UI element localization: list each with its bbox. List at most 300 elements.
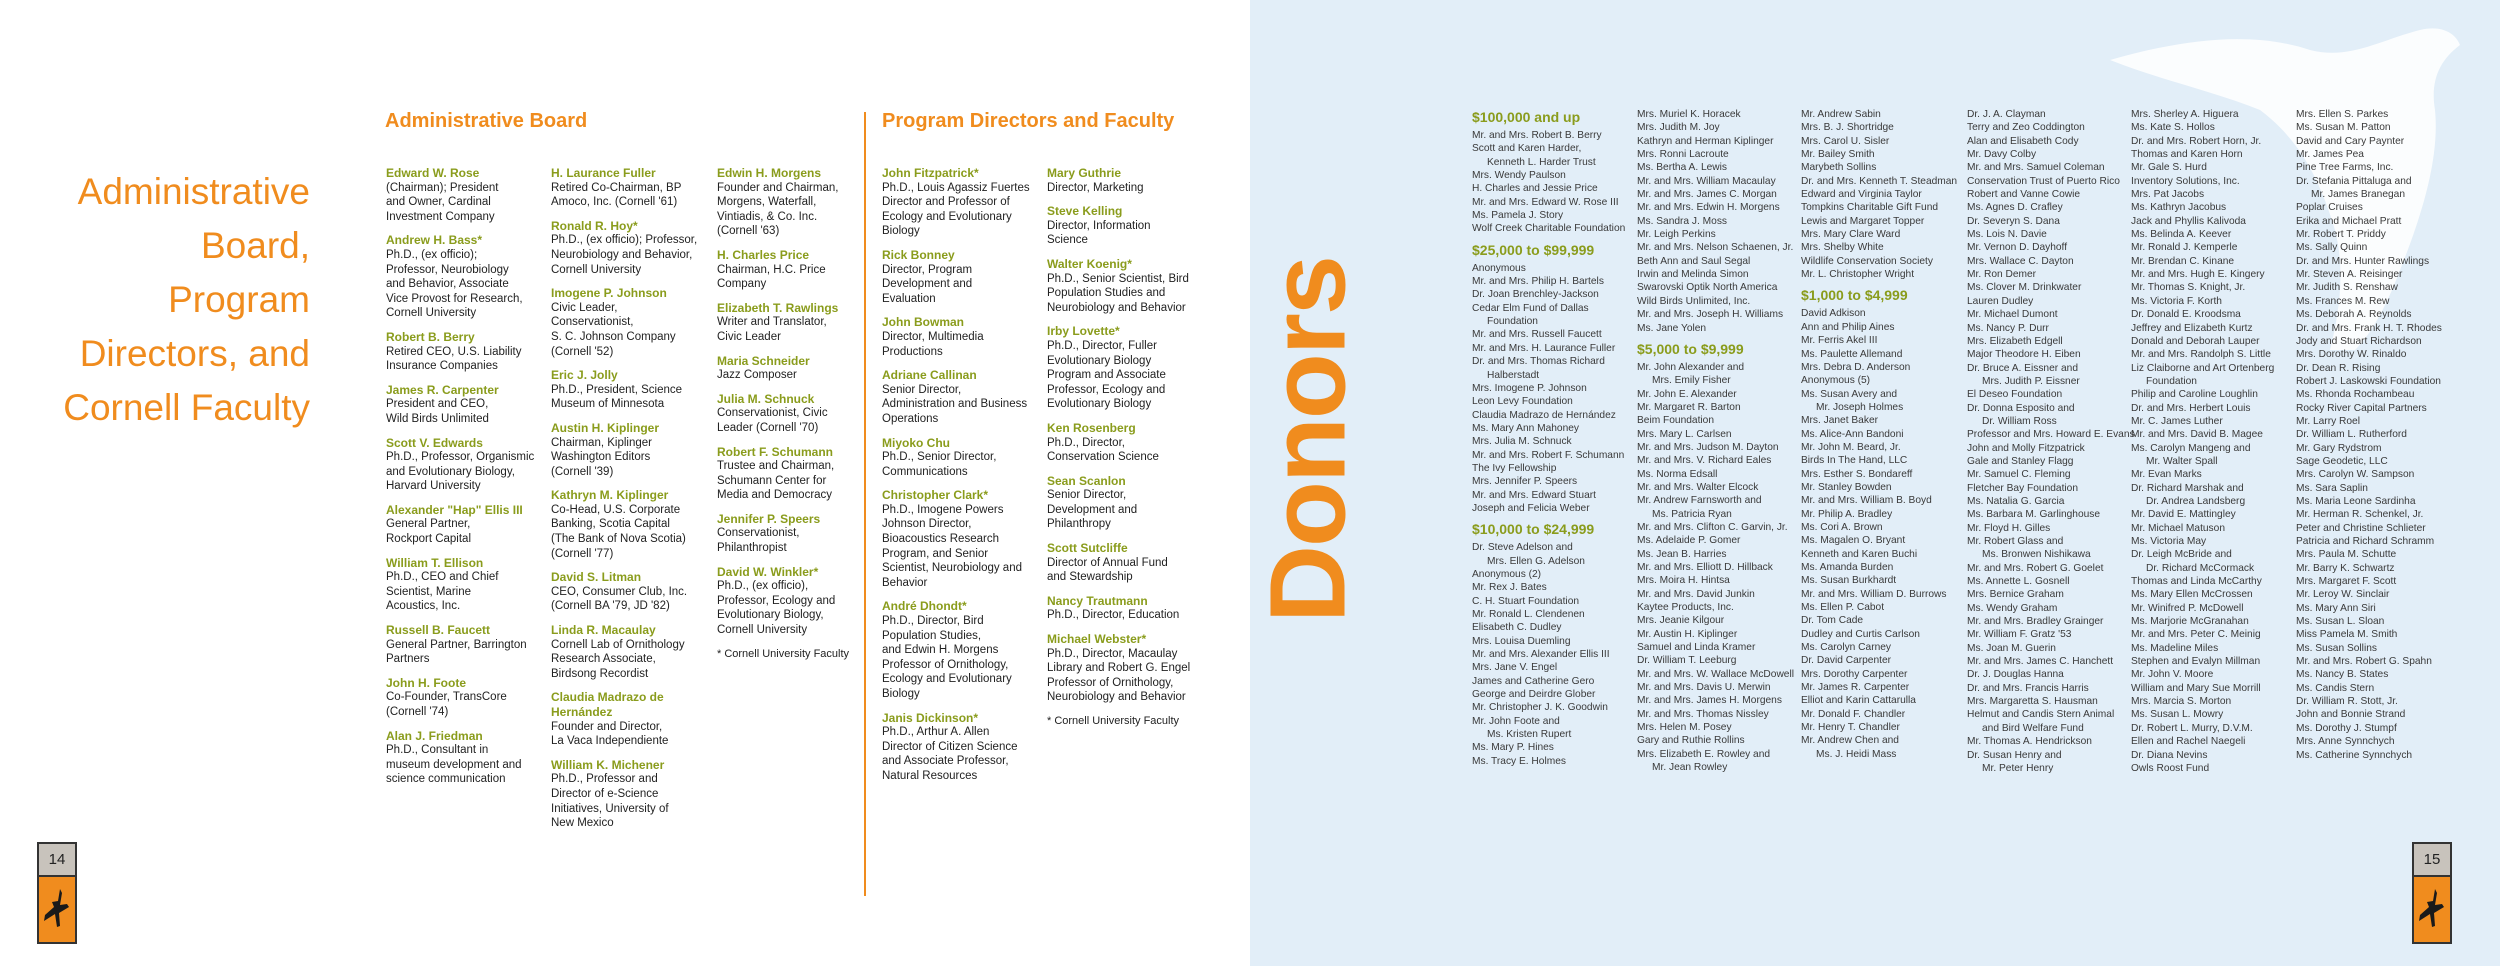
donor-name: John and Bonnie Strand bbox=[2296, 709, 2406, 721]
title-line: Directors, and bbox=[79, 333, 310, 374]
donor-name: Dr. Joan Brenchley-Jackson bbox=[1472, 289, 1599, 301]
person-description: Ph.D., Director, Macaulay Library and Robert G. Engel Professor of Ornithology, Neurobiology and Behavior bbox=[1047, 647, 1191, 704]
donor-name: Mrs. Imogene P. Johnson bbox=[1472, 382, 1587, 394]
donor-name: Dr. J. A. Clayman bbox=[1967, 109, 2046, 120]
person-entry bbox=[882, 436, 1042, 480]
donor-name: Mr. Thomas A. Hendrickson bbox=[1967, 736, 2092, 748]
person-description: Retired Co-Chairman, BP Amoco, Inc. (Cornell '61) bbox=[551, 181, 682, 209]
donor-name: Pine Tree Farms, Inc. bbox=[2296, 162, 2394, 174]
donor-name: Mr. David E. Mattingley bbox=[2131, 509, 2236, 521]
donor-name: Owls Roost Fund bbox=[2131, 762, 2210, 774]
donor-name: Mr. and Mrs. Clifton C. Garvin, Jr. bbox=[1637, 521, 1788, 533]
person-name: Edwin H. Morgens bbox=[717, 166, 822, 180]
donor-name: Dr. Diana Nevins bbox=[2131, 749, 2208, 761]
donor-name: Mr. and Mrs. Elliott D. Hillback bbox=[1637, 562, 1773, 573]
donor-name: Mrs. Janet Baker bbox=[1801, 415, 1878, 427]
donor-name: Stephen and Evalyn Millman bbox=[2131, 656, 2261, 668]
donor-name: Jody and Stuart Richardson bbox=[2296, 335, 2422, 347]
person-name: Ken Rosenberg bbox=[1047, 420, 1136, 435]
person-name: John H. Foote bbox=[386, 675, 466, 690]
donor-name: Rocky River Capital Partners bbox=[2296, 402, 2427, 414]
donor-name: Mr. Donald F. Chandler bbox=[1801, 708, 1906, 720]
person-entry bbox=[386, 233, 551, 321]
person-name: Steve Kelling bbox=[1047, 204, 1123, 219]
donor-name: Mr. C. James Luther bbox=[2131, 415, 2223, 427]
person-name: Eric J. Jolly bbox=[551, 368, 618, 383]
donor-name: Gale and Stanley Flagg bbox=[1967, 455, 2074, 467]
donor-name: Ms. Susan L. Mowry bbox=[2131, 709, 2224, 721]
donor-name: Ms. Agnes D. Crafley bbox=[1967, 202, 2063, 214]
person-name: Andrew H. Bass* bbox=[386, 233, 483, 248]
donor-name: Dr. Steve Adelson and bbox=[1472, 542, 1573, 554]
donor-name: Elliot and Karin Cattarulla bbox=[1801, 695, 1916, 707]
donor-name: Philip and Caroline Loughlin bbox=[2131, 389, 2258, 401]
donor-name: Mr. William F. Gratz '53 bbox=[1967, 629, 2072, 641]
donor-name: Mr. James Branegan bbox=[2311, 189, 2405, 201]
donor-name: Ms. Norma Edsall bbox=[1637, 468, 1718, 480]
donor-name: Mr. Philip A. Bradley bbox=[1801, 508, 1893, 520]
person-description: Chairman, H.C. Price Company bbox=[717, 263, 826, 291]
donor-name: Irwin and Melinda Simon bbox=[1637, 269, 1749, 281]
title-line: Cornell Faculty bbox=[63, 387, 310, 428]
donor-name: Mr. Barry K. Schwartz bbox=[2296, 562, 2395, 574]
person-name: Imogene P. Johnson bbox=[551, 286, 667, 301]
donor-name: Ms. Susan Burkhardt bbox=[1801, 575, 1897, 587]
donor-name: Mr. and Mrs. Thomas Nissley bbox=[1637, 708, 1769, 720]
donor-name: Mr. Andrew Chen and bbox=[1801, 735, 1899, 747]
person-entry bbox=[1047, 632, 1217, 705]
donor-name: Foundation bbox=[1487, 316, 1538, 328]
donor-name: Mrs. Ellen G. Adelson bbox=[1487, 555, 1585, 567]
person-description: Trustee and Chairman, Schumann Center for Media and Democracy bbox=[717, 460, 835, 502]
person-description: Civic Leader, Conservationist, S. C. Johnson Company (Cornell '52) bbox=[551, 301, 676, 358]
donor-name: Mr. and Mrs. David B. Magee bbox=[2131, 429, 2263, 441]
donor-name: Mr. Gale S. Hurd bbox=[2131, 162, 2207, 174]
donor-name: Mr. John Foote and bbox=[1472, 715, 1560, 727]
donor-name: John and Molly Fitzpatrick bbox=[1967, 442, 2085, 454]
donor-name: Mrs. Elizabeth Edgell bbox=[1967, 335, 2063, 347]
bird-logo-icon bbox=[2414, 877, 2450, 942]
program-directors-heading: Program Directors and Faculty bbox=[882, 110, 1175, 132]
donor-name: Ms. Carolyn Carney bbox=[1801, 642, 1892, 654]
donor-name: Ms. Nancy B. States bbox=[2296, 669, 2389, 681]
person-entry bbox=[717, 445, 867, 503]
donor-name: Ms. Mary Ellen McCrossen bbox=[2131, 589, 2253, 601]
person-name: Jennifer P. Speers bbox=[717, 511, 821, 526]
donor-name: Mr. John Alexander and bbox=[1637, 361, 1745, 373]
person-name: André Dhondt* bbox=[882, 599, 967, 614]
donor-name: Patricia and Richard Schramm bbox=[2296, 536, 2435, 547]
donor-name: George and Deirdre Glober bbox=[1472, 689, 1596, 701]
donor-tier-heading: $1,000 to $4,999 bbox=[1801, 287, 1908, 304]
donor-name: Wildlife Conservation Society bbox=[1801, 255, 1933, 267]
donor-name: Mrs. Wendy Paulson bbox=[1472, 170, 1566, 182]
person-name: Russell B. Faucett bbox=[386, 623, 491, 638]
donors-title: Donors bbox=[1246, 257, 1368, 623]
donor-name: Mr. and Mrs. Robert B. Berry bbox=[1472, 130, 1602, 141]
donor-name: Mrs. Elizabeth E. Rowley and bbox=[1637, 748, 1771, 760]
person-entry bbox=[551, 166, 711, 210]
donor-name: Mr. Michael Matuson bbox=[2131, 522, 2225, 534]
donor-name: Mr. Walter Spall bbox=[2146, 455, 2218, 467]
person-name: Alexander "Hap" Ellis III bbox=[386, 502, 523, 517]
person-entry bbox=[717, 301, 867, 345]
person-name: Miyoko Chu bbox=[882, 435, 950, 450]
donor-name: Ms. Jane Yolen bbox=[1637, 322, 1707, 334]
program-column-1 bbox=[882, 166, 1042, 793]
donor-name: Wolf Creek Charitable Foundation bbox=[1472, 223, 1626, 235]
person-name: Scott V. Edwards bbox=[386, 435, 483, 450]
donor-name: Jeffrey and Elizabeth Kurtz bbox=[2131, 322, 2253, 334]
donor-name: Mrs. Ellen S. Parkes bbox=[2296, 109, 2389, 120]
donor-name: Ms. Mary P. Hines bbox=[1472, 742, 1554, 754]
donor-name: Mr. and Mrs. V. Richard Eales bbox=[1637, 455, 1772, 467]
donor-name: Ms. Susan Sollins bbox=[2296, 642, 2377, 654]
donor-name: Ms. Annette L. Gosnell bbox=[1967, 576, 2070, 588]
person-description: President and CEO, Wild Birds Unlimited bbox=[386, 398, 489, 425]
donor-name: Mr. and Mrs. Robert F. Schumann bbox=[1472, 449, 1625, 461]
donor-name: Mrs. Jane V. Engel bbox=[1472, 662, 1558, 674]
donor-name: Mr. and Mrs. Philip H. Bartels bbox=[1472, 276, 1604, 288]
donor-name: Ms. Kristen Rupert bbox=[1487, 729, 1572, 741]
donor-name: Dr. and Mrs. Kenneth T. Steadman bbox=[1801, 175, 1958, 187]
donor-name: Ms. Wendy Graham bbox=[1967, 602, 2058, 614]
donor-name: Ms. Natalia G. Garcia bbox=[1967, 495, 2065, 507]
donor-name: Mr. and Mrs. Bradley Grainger bbox=[1967, 616, 2104, 628]
donor-name: Mrs. Jennifer P. Speers bbox=[1472, 476, 1578, 488]
donor-name: Mr. and Mrs. Edwin H. Morgens bbox=[1637, 202, 1780, 214]
donor-name: Mr. Judith S. Renshaw bbox=[2296, 282, 2398, 294]
donor-name: Mrs. Ronni Lacroute bbox=[1637, 149, 1729, 161]
person-name: Kathryn M. Kiplinger bbox=[551, 488, 669, 503]
donor-name: Ann and Philip Aines bbox=[1801, 321, 1895, 333]
donor-name: and Bird Welfare Fund bbox=[1982, 722, 2084, 734]
donor-name: Mrs. Marcia S. Morton bbox=[2131, 696, 2232, 708]
donor-name: Mr. James Pea bbox=[2296, 149, 2364, 161]
person-description: Ph.D., Director, Education bbox=[1047, 609, 1180, 622]
donor-name: Ellen and Rachel Naegeli bbox=[2131, 736, 2246, 748]
donor-name: Mrs. Margaret F. Scott bbox=[2296, 576, 2397, 588]
person-name: John Bowman bbox=[882, 315, 965, 330]
donor-name: Mr. Christopher J. K. Goodwin bbox=[1472, 702, 1608, 714]
donor-name: Ms. Barbara M. Garlinghouse bbox=[1967, 509, 2101, 521]
person-entry bbox=[1047, 204, 1217, 248]
donor-name: Dr. J. Douglas Hanna bbox=[1967, 669, 2064, 681]
person-description: Founder and Director, La Vaca Independiente bbox=[551, 720, 669, 748]
donor-name: Joseph and Felicia Weber bbox=[1472, 502, 1590, 514]
donor-name: Wild Birds Unlimited, Inc. bbox=[1637, 295, 1751, 307]
donor-name: Anonymous (5) bbox=[1801, 375, 1871, 387]
donor-name: Mr. and Mrs. Judson M. Dayton bbox=[1637, 441, 1779, 453]
donor-name: Mr. and Mrs. Edward W. Rose III bbox=[1472, 196, 1619, 208]
donor-name: Dr. Severyn S. Dana bbox=[1967, 215, 2060, 227]
donor-name: Ms. Amanda Burden bbox=[1801, 562, 1894, 573]
person-description: Ph.D., Director, Bird Population Studies, and Edwin H. Morgens Professor of Ornithology, Ecology and Evolutionary Biology bbox=[882, 615, 1012, 700]
person-name: Ronald R. Hoy* bbox=[551, 218, 638, 233]
person-entry bbox=[717, 565, 867, 638]
donor-name: Mr. Rex J. Bates bbox=[1472, 582, 1547, 594]
bird-logo-icon bbox=[39, 877, 75, 942]
donor-name: Mr. and Mrs. W. Wallace McDowell bbox=[1637, 668, 1794, 680]
person-name: William T. Ellison bbox=[386, 555, 484, 570]
person-description: Ph.D., Director, Conservation Science bbox=[1047, 436, 1159, 464]
donor-name: Mrs. Anne Synnchych bbox=[2296, 736, 2395, 748]
donor-name: Mr. Stanley Bowden bbox=[1801, 481, 1892, 493]
donor-name: Mr. Herman R. Schenkel, Jr. bbox=[2296, 509, 2424, 521]
person-description: Ph.D., Consultant in museum development and science communication bbox=[386, 744, 522, 786]
donor-name: Mr. Andrew Sabin bbox=[1801, 109, 1881, 120]
donor-name: Mrs. Judith M. Joy bbox=[1637, 122, 1720, 134]
donor-name: Ms. Dorothy J. Stumpf bbox=[2296, 722, 2397, 734]
donor-name: Dr. and Mrs. Robert Horn, Jr. bbox=[2131, 135, 2262, 147]
person-description: Ph.D., Director, Fuller Evolutionary Biology Program and Associate Professor, Ecology and Evolutionary Biology bbox=[1047, 339, 1166, 411]
donor-name: Mr. Leroy W. Sinclair bbox=[2296, 589, 2390, 601]
page-number-box bbox=[2412, 842, 2452, 944]
donor-name: Ms. Tracy E. Holmes bbox=[1472, 755, 1566, 767]
person-description: CEO, Consumer Club, Inc. (Cornell BA '79, JD '82) bbox=[551, 585, 688, 613]
donor-name: Miss Pamela M. Smith bbox=[2296, 629, 2398, 641]
donor-name: Mrs. Esther S. Bondareff bbox=[1801, 468, 1913, 480]
donor-name: Ms. Mary Ann Mahoney bbox=[1472, 422, 1580, 434]
donor-name: Mrs. Carol U. Sisler bbox=[1801, 135, 1890, 147]
donor-name: Mr. Joseph Holmes bbox=[1816, 401, 1904, 413]
donor-name: Ms. Bronwen Nishikawa bbox=[1982, 549, 2091, 561]
person-description: Ph.D., CEO and Chief Scientist, Marine Acoustics, Inc. bbox=[386, 571, 499, 613]
donor-name: Gary and Ruthie Rollins bbox=[1637, 735, 1745, 747]
donor-name: Ms. Pamela J. Story bbox=[1472, 210, 1564, 222]
donor-name: Mr. Leigh Perkins bbox=[1637, 229, 1716, 241]
person-name: John Fitzpatrick* bbox=[882, 166, 979, 180]
person-name: David S. Litman bbox=[551, 570, 642, 585]
person-entry bbox=[386, 503, 551, 547]
section-divider bbox=[864, 112, 866, 896]
person-description: Ph.D., Arthur A. Allen Director of Citizen Science and Associate Professor, Natural Resources bbox=[882, 726, 1018, 782]
donor-name: Mr. Davy Colby bbox=[1967, 149, 2037, 161]
donor-name: Mr. John M. Beard, Jr. bbox=[1801, 441, 1901, 453]
donor-name: Dr. Donna Esposito and bbox=[1967, 402, 2075, 414]
person-entry bbox=[551, 758, 711, 831]
person-name: Irby Lovette* bbox=[1047, 324, 1120, 339]
donor-tier-heading: $25,000 to $99,999 bbox=[1472, 241, 1595, 258]
person-entry bbox=[551, 623, 711, 681]
donor-name: Mr. and Mrs. Edward Stuart bbox=[1472, 489, 1596, 501]
donor-name: Dr. Andrea Landsberg bbox=[2146, 495, 2246, 507]
donor-name: Dr. and Mrs. Hunter Rawlings bbox=[2296, 255, 2430, 267]
person-description: Ph.D., Professor and Director of e-Science Initiatives, University of New Mexico bbox=[551, 773, 669, 830]
person-entry bbox=[1047, 166, 1217, 195]
person-name: Robert F. Schumann bbox=[717, 444, 834, 459]
donor-name: Mr. and Mrs. William Macaulay bbox=[1637, 175, 1776, 187]
person-entry bbox=[386, 556, 551, 614]
donor-name: Mr. Thomas S. Knight, Jr. bbox=[2131, 282, 2246, 294]
donor-name: Mrs. Dorothy W. Rinaldo bbox=[2296, 349, 2407, 361]
page-title bbox=[50, 165, 310, 435]
donor-name: Foundation bbox=[2146, 375, 2197, 387]
donor-name: Ms. Alice-Ann Bandoni bbox=[1801, 428, 1904, 440]
donor-name: C. H. Stuart Foundation bbox=[1472, 595, 1580, 607]
donor-name: Ms. Victoria F. Korth bbox=[2131, 295, 2222, 307]
person-description: Ph.D., (ex officio); Professor, Neurobiology and Behavior, Cornell University bbox=[551, 234, 698, 276]
donor-name: Ms. Sandra J. Moss bbox=[1637, 215, 1728, 227]
donor-name: Mr. and Mrs. Joseph H. Williams bbox=[1637, 309, 1784, 321]
donor-name: Ms. Paulette Allemand bbox=[1801, 348, 1903, 360]
donor-name: Mr. and Mrs. Nelson Schaenen, Jr. bbox=[1637, 242, 1794, 254]
donor-name: Mr. L. Christopher Wright bbox=[1801, 269, 1915, 281]
person-entry bbox=[386, 676, 551, 720]
donor-column-2 bbox=[1637, 108, 1799, 775]
donor-name: Mr. Henry T. Chandler bbox=[1801, 722, 1900, 734]
donor-name: Alan and Elisabeth Cody bbox=[1967, 135, 2079, 147]
person-entry bbox=[882, 599, 1042, 701]
donor-name: Mrs. Jeanie Kilgour bbox=[1637, 615, 1725, 627]
person-description: Conservationist, Philanthropist bbox=[717, 527, 800, 555]
donor-name: Ms. Nancy P. Durr bbox=[1967, 322, 2049, 334]
donor-name: Mr. and Mrs. Robert G. Goelet bbox=[1967, 562, 2104, 574]
donor-name: Dr. Richard McCormack bbox=[2146, 562, 2255, 574]
person-entry bbox=[386, 623, 551, 667]
program-column-2 bbox=[1047, 166, 1217, 729]
person-entry bbox=[386, 383, 551, 427]
donor-name: Mrs. Mary L. Carlsen bbox=[1637, 428, 1732, 440]
person-entry bbox=[551, 488, 711, 561]
donor-name: Mr. and Mrs. William B. Boyd bbox=[1801, 495, 1932, 507]
donor-name: Dr. and Mrs. Francis Harris bbox=[1967, 682, 2089, 694]
page-number: 15 bbox=[2414, 844, 2450, 877]
donor-name: Dr. and Mrs. Thomas Richard bbox=[1472, 356, 1605, 368]
person-entry bbox=[1047, 474, 1217, 532]
person-name: Alan J. Friedman bbox=[386, 728, 483, 743]
donor-name: Ms. Joan M. Guerin bbox=[1967, 642, 2056, 654]
person-entry bbox=[717, 354, 867, 383]
donor-name: Mrs. Margaretta S. Hausman bbox=[1967, 696, 2098, 708]
person-entry bbox=[717, 512, 867, 556]
donor-column-5 bbox=[2131, 108, 2293, 775]
donor-name: Mr. and Mrs. James H. Morgens bbox=[1637, 695, 1782, 707]
donor-name: Dr. Bruce A. Eissner and bbox=[1967, 362, 2078, 374]
person-description: Co-Head, U.S. Corporate Banking, Scotia Capital (The Bank of Nova Scotia) (Cornell '77) bbox=[551, 503, 686, 560]
donor-name: Dr. David Carpenter bbox=[1801, 655, 1892, 667]
donor-name: Ms. Patricia Ryan bbox=[1652, 508, 1732, 520]
donor-name: Ms. Deborah A. Reynolds bbox=[2296, 309, 2412, 321]
person-entry bbox=[386, 436, 551, 494]
donor-name: Mrs. Paula M. Schutte bbox=[2296, 549, 2397, 561]
donor-name: Ms. Clover M. Drinkwater bbox=[1967, 282, 2082, 294]
donor-name: Ms. Jean B. Harries bbox=[1637, 548, 1727, 560]
person-description: Founder and Chairman, Morgens, Waterfall, Vintiadis, & Co. Inc. (Cornell '63) bbox=[717, 181, 839, 238]
person-description: Ph.D., (ex officio), Professor, Ecology and Evolutionary Biology, Cornell University bbox=[717, 580, 836, 637]
person-name: H. Charles Price bbox=[717, 247, 810, 262]
donor-name: Ms. J. Heidi Mass bbox=[1816, 748, 1897, 760]
person-name: Sean Scanlon bbox=[1047, 473, 1126, 488]
donor-name: Dr. Leigh McBride and bbox=[2131, 549, 2232, 561]
donor-name: Edward and Virginia Taylor bbox=[1801, 189, 1922, 201]
donor-name: Ms. Ellen P. Cabot bbox=[1801, 602, 1885, 614]
person-entry bbox=[717, 166, 867, 239]
donor-name: Peter and Christine Schlieter bbox=[2296, 522, 2426, 534]
donor-name: Mr. Brendan C. Kinane bbox=[2131, 255, 2235, 267]
donor-name: Mr. and Mrs. David Junkin bbox=[1637, 588, 1755, 600]
donor-name: Mr. John E. Alexander bbox=[1637, 388, 1737, 400]
donor-name: Mr. Ron Demer bbox=[1967, 269, 2037, 281]
person-description: Ph.D., Senior Scientist, Bird Population Studies and Neurobiology and Behavior bbox=[1047, 272, 1189, 314]
person-description: Ph.D., Imogene Powers Johnson Director, Bioacoustics Research Program, and Senior Scientist, Neurobiology and Behavior bbox=[882, 503, 1022, 589]
donor-name: Mr. and Mrs. James C. Morgan bbox=[1637, 189, 1777, 201]
donor-name: The Ivy Fellowship bbox=[1472, 462, 1557, 474]
person-name: Rick Bonney bbox=[882, 247, 955, 262]
person-entry bbox=[386, 729, 551, 787]
donor-name: Mrs. Judith P. Eissner bbox=[1982, 375, 2080, 387]
donor-name: Mrs. Dorothy Carpenter bbox=[1801, 668, 1908, 680]
donor-name: Samuel and Linda Kramer bbox=[1637, 642, 1756, 654]
donor-name: Ms. Susan Avery and bbox=[1801, 388, 1898, 400]
person-description: Ph.D., Louis Agassiz Fuertes Director and Professor of Ecology and Evolutionary Biology bbox=[882, 181, 1030, 238]
donor-name: Mr. Samuel C. Fleming bbox=[1967, 469, 2071, 481]
admin-column-1 bbox=[386, 166, 551, 796]
donor-name: Mrs. Emily Fisher bbox=[1652, 375, 1731, 387]
donor-name: Swarovski Optik North America bbox=[1637, 282, 1778, 294]
person-description: Conservationist, Civic Leader (Cornell '70) bbox=[717, 407, 828, 434]
donor-name: Marybeth Sollins bbox=[1801, 162, 1877, 174]
donor-name: Erika and Michael Pratt bbox=[2296, 215, 2402, 227]
donor-name: Mr. Gary Rydstrom bbox=[2296, 442, 2382, 454]
donor-name: Mr. and Mrs. Robert G. Spahn bbox=[2296, 656, 2432, 668]
donor-name: Major Theodore H. Eiben bbox=[1967, 349, 2081, 361]
person-description: Director, Information Science bbox=[1047, 219, 1151, 247]
donor-name: Mr. Bailey Smith bbox=[1801, 149, 1875, 161]
donor-name: Beim Foundation bbox=[1637, 415, 1715, 427]
donor-name: Dr. Susan Henry and bbox=[1967, 749, 2062, 761]
donor-name: Poplar Cruises bbox=[2296, 202, 2363, 214]
bird-silhouette-icon bbox=[43, 887, 71, 931]
donor-name: Mrs. Shelby White bbox=[1801, 242, 1884, 254]
donor-name: Jack and Phyllis Kalivoda bbox=[2131, 215, 2246, 227]
donor-name: Thomas and Linda McCarthy bbox=[2131, 576, 2262, 588]
donor-name: Mr. and Mrs. H. Laurance Fuller bbox=[1472, 342, 1616, 354]
donor-name: Cedar Elm Fund of Dallas bbox=[1472, 302, 1589, 314]
donor-name: Dr. William T. Leeburg bbox=[1637, 655, 1737, 667]
donor-name: Dr. Stefania Pittaluga and bbox=[2296, 175, 2412, 187]
donor-tier-heading: $10,000 to $24,999 bbox=[1472, 521, 1595, 538]
person-description: Ph.D., Senior Director, Communications bbox=[882, 451, 997, 478]
donor-name: Ms. Lois N. Davie bbox=[1967, 229, 2047, 241]
person-description: Ph.D., (ex officio); Professor, Neurobiology and Behavior, Associate Vice Provost for Research, Cornell University bbox=[386, 248, 523, 320]
donor-name: Mr. Austin H. Kiplinger bbox=[1637, 628, 1738, 640]
person-name: David W. Winkler* bbox=[717, 564, 819, 579]
donor-name: Lewis and Margaret Topper bbox=[1801, 215, 1925, 227]
donor-name: Mr. Andrew Farnsworth and bbox=[1637, 495, 1762, 507]
donor-name: Dr. Robert L. Murry, D.V.M. bbox=[2131, 722, 2253, 734]
person-entry bbox=[1047, 324, 1217, 412]
page-number: 14 bbox=[39, 844, 75, 877]
person-name: Walter Koenig* bbox=[1047, 256, 1132, 271]
person-name: William K. Michener bbox=[551, 757, 665, 772]
person-description: Retired CEO, U.S. Liability Insurance Companies bbox=[386, 345, 522, 373]
donor-name: Dr. and Mrs. Frank H. T. Rhodes bbox=[2296, 322, 2442, 334]
donor-name: Robert and Vanne Cowie bbox=[1967, 189, 2081, 201]
donor-name: Ms. Magalen O. Bryant bbox=[1801, 535, 1906, 547]
donor-name: David Adkison bbox=[1801, 308, 1866, 320]
person-name: Mary Guthrie bbox=[1047, 166, 1122, 180]
donor-name: Kenneth and Karen Buchi bbox=[1801, 548, 1918, 560]
donor-name: Ms. Bertha A. Lewis bbox=[1637, 162, 1728, 174]
donor-name: Kenneth L. Harder Trust bbox=[1487, 156, 1596, 168]
person-name: Elizabeth T. Rawlings bbox=[717, 300, 839, 315]
person-entry bbox=[551, 421, 711, 479]
donor-name: William and Mary Sue Morrill bbox=[2131, 682, 2261, 694]
donor-name: Anonymous (2) bbox=[1472, 568, 1542, 580]
donor-name: Dr. William Ross bbox=[1982, 415, 2057, 427]
donor-name: Ms. Kathryn Jacobus bbox=[2131, 202, 2227, 214]
